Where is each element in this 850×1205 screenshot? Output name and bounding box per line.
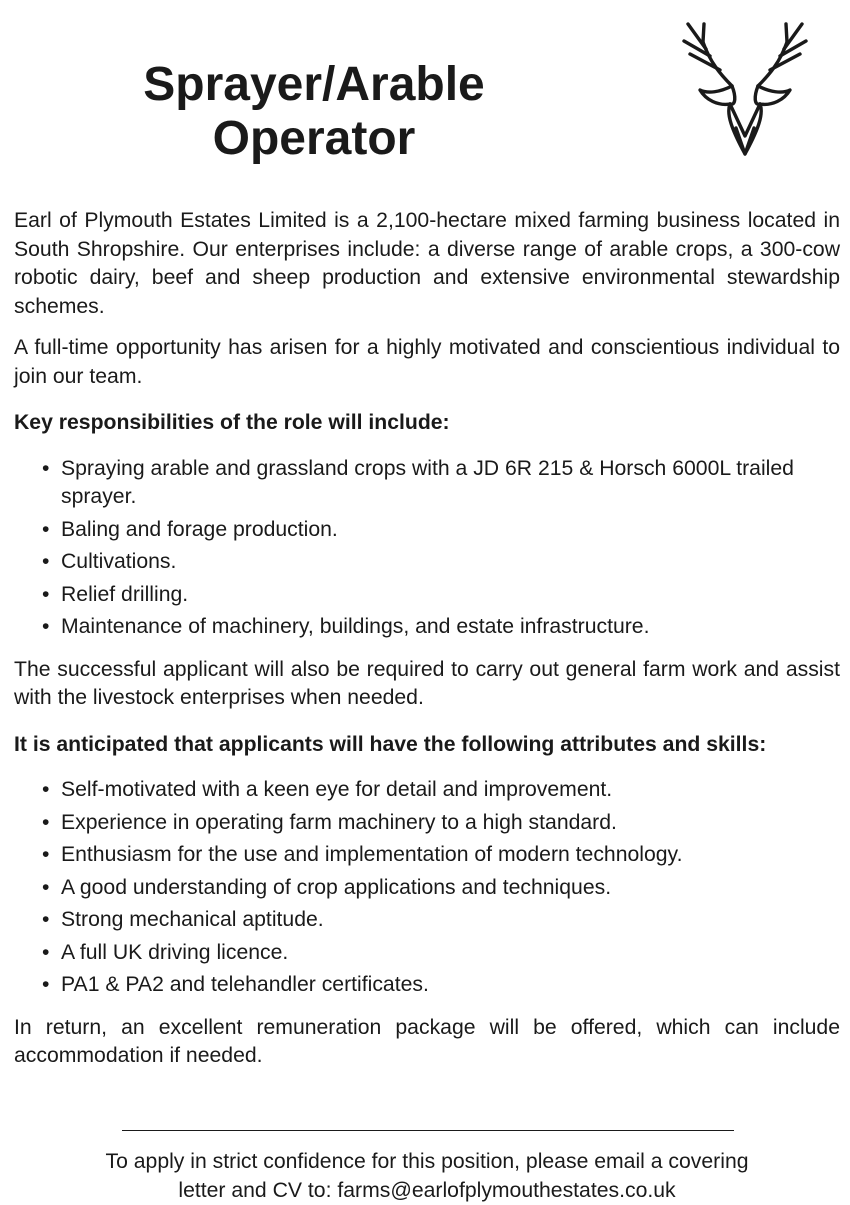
bullet-icon: •: [42, 940, 50, 964]
list-item: [42, 841, 840, 870]
responsibilities-heading: Key responsibilities of the role will include:: [14, 411, 450, 434]
list-item: [42, 516, 840, 545]
attributes-list: [14, 776, 840, 1000]
list-item-text: A full UK driving licence.: [61, 940, 289, 964]
job-title: [94, 58, 534, 166]
list-item-text: Spraying arable and grassland crops with a JD 6R 215 & Horsch 6000L trailed sprayer.: [61, 456, 794, 508]
bullet-icon: •: [42, 778, 50, 801]
opportunity-paragraph: A full-time opportunity has arisen for a highly motivated and conscientious individual to join our team.: [14, 336, 840, 388]
list-item-text: Maintenance of machinery, buildings, and estate infrastructure.: [61, 615, 650, 638]
bullet-icon: •: [42, 582, 50, 606]
stag-head-icon: [670, 14, 820, 164]
bullet-icon: •: [42, 517, 50, 541]
bullet-icon: •: [42, 908, 50, 931]
apply-instructions: [14, 1148, 840, 1205]
remuneration-paragraph: In return, an excellent remuneration package will be offered, which can include accommodation if needed.: [14, 1015, 840, 1067]
list-item-text: Strong mechanical aptitude.: [61, 908, 324, 931]
list-item: [42, 613, 840, 642]
list-item: [42, 581, 840, 610]
list-item: [42, 939, 840, 968]
list-item-text: Experience in operating farm machinery to a high standard.: [61, 810, 617, 834]
list-item-text: Relief drilling.: [61, 582, 189, 606]
list-item: [42, 776, 840, 805]
list-item-text: Baling and forage production.: [61, 517, 338, 541]
list-item: [42, 809, 840, 838]
divider: [122, 1130, 734, 1131]
responsibilities-list: [14, 455, 840, 642]
bullet-icon: •: [42, 550, 50, 573]
list-item: [42, 971, 840, 1000]
bullet-icon: •: [42, 843, 50, 866]
list-item-text: A good understanding of crop applications and techniques.: [61, 875, 612, 899]
list-item-text: Self-motivated with a keen eye for detail and improvement.: [61, 778, 613, 801]
apply-line-2: letter and CV to: farms@earlofplymouthestates.co.uk: [178, 1178, 676, 1202]
list-item-text: Cultivations.: [61, 550, 177, 573]
list-item: [42, 906, 840, 935]
apply-line-1: To apply in strict confidence for this position, please email a covering: [105, 1150, 749, 1173]
job-title-line-1: Sprayer/Arable: [143, 58, 485, 111]
bullet-icon: •: [42, 875, 50, 899]
bullet-icon: •: [42, 810, 50, 834]
list-item-text: PA1 & PA2 and telehandler certificates.: [61, 973, 429, 996]
bullet-icon: •: [42, 615, 50, 638]
list-item: [42, 548, 840, 577]
intro-paragraph: Earl of Plymouth Estates Limited is a 2,100-hectare mixed farming business located in South Shropshire. Our enterprises include: a diverse range of arable crops, a 300-cow robotic dairy, beef and sheep production and extensive environmental stewardship schemes.: [14, 209, 840, 318]
general-work-paragraph: The successful applicant will also be required to carry out general farm work and assist with the livestock enterprises when needed.: [14, 657, 840, 709]
bullet-icon: •: [42, 973, 50, 996]
list-item: [42, 874, 840, 903]
job-advert: [14, 0, 840, 1200]
advert-body: [14, 207, 840, 1084]
list-item: [42, 455, 840, 512]
job-title-line-2: Operator: [212, 112, 416, 165]
attributes-heading: It is anticipated that applicants will have the following attributes and skills:: [14, 732, 767, 756]
list-item-text: Enthusiasm for the use and implementation of modern technology.: [61, 843, 683, 866]
bullet-icon: •: [42, 456, 50, 480]
